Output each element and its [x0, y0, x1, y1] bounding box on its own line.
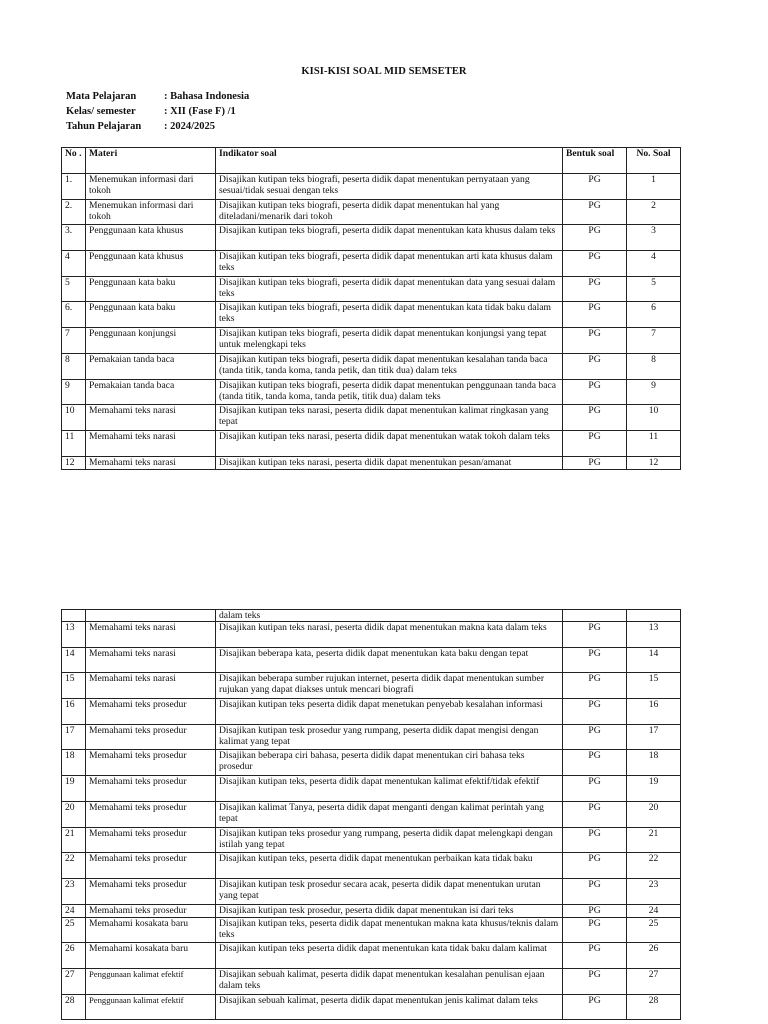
cell-no: 2.: [62, 199, 86, 225]
cell-bentuk: PG: [563, 430, 627, 456]
table-header-row: [62, 148, 681, 174]
table-row: [62, 994, 681, 1020]
cell-bentuk: PG: [563, 328, 627, 354]
cell-materi: Memahami teks prosedur: [86, 699, 216, 725]
cell-no: 12: [62, 456, 86, 469]
cell-no: 7: [62, 328, 86, 354]
header-nosoal: No. Soal: [627, 148, 681, 174]
cell-bentuk: PG: [563, 801, 627, 827]
header-indikator: Indikator soal: [216, 148, 563, 174]
cell-nosoal: 2: [627, 199, 681, 225]
cell-no: 19: [62, 776, 86, 802]
cell-no: 21: [62, 827, 86, 853]
meta-label: Kelas/ semester: [66, 106, 136, 117]
cell-nosoal: 19: [627, 776, 681, 802]
cell-no: 18: [62, 750, 86, 776]
cell-no: 13: [62, 622, 86, 648]
grid-table-page2: [61, 609, 681, 1020]
cell-indikator: Disajikan kutipan tesk prosedur secara acak, peserta didik dapat menentukan urutan yang tepat: [216, 878, 563, 904]
cell-bentuk: [563, 610, 627, 622]
table-row: [62, 302, 681, 328]
cell-indikator: Disajikan kalimat Tanya, peserta didik dapat menganti dengan kalimat perintah yang tepat: [216, 801, 563, 827]
header-materi: Materi: [86, 148, 216, 174]
cell-materi: Penggunaan kata khusus: [86, 251, 216, 277]
cell-materi: Memahami kosakata baru: [86, 943, 216, 969]
cell-no: [62, 610, 86, 622]
cell-bentuk: PG: [563, 353, 627, 379]
cell-bentuk: PG: [563, 302, 627, 328]
cell-no: 15: [62, 673, 86, 699]
table-row: [62, 801, 681, 827]
table-row: [62, 251, 681, 277]
cell-nosoal: 26: [627, 943, 681, 969]
table-row: [62, 405, 681, 431]
cell-no: 26: [62, 943, 86, 969]
cell-indikator: Disajikan kutipan teks biografi, peserta didik dapat menentukan kata khusus dalam teks: [216, 225, 563, 251]
cell-materi: Memahami teks prosedur: [86, 801, 216, 827]
cell-no: 24: [62, 904, 86, 917]
cell-materi: [86, 610, 216, 622]
header-bentuk: Bentuk soal: [563, 148, 627, 174]
cell-indikator: Disajikan kutipan teks biografi, peserta didik dapat menentukan penggunaan tanda baca (tanda titik, tanda koma, tanda petik, titik dua) dalam teks: [216, 379, 563, 405]
cell-indikator: Disajikan kutipan teks biografi, peserta didik dapat menentukan hal yang diteladani/menarik dari tokoh: [216, 199, 563, 225]
cell-bentuk: PG: [563, 174, 627, 200]
cell-nosoal: 10: [627, 405, 681, 431]
cell-no: 23: [62, 878, 86, 904]
cell-indikator: Disajikan kutipan tesk prosedur, peserta didik dapat menentukan isi dari teks: [216, 904, 563, 917]
cell-materi: Penggunaan kata baku: [86, 276, 216, 302]
grid-table-page1: [61, 147, 681, 470]
cell-nosoal: 21: [627, 827, 681, 853]
cell-indikator: Disajikan kutipan teks narasi, peserta didik dapat menentukan pesan/amanat: [216, 456, 563, 469]
cell-materi: Pemakaian tanda baca: [86, 379, 216, 405]
table-row: [62, 622, 681, 648]
cell-indikator: Disajikan beberapa kata, peserta didik dapat menentukan kata baku dengan tepat: [216, 647, 563, 673]
table-row: [62, 917, 681, 943]
cell-indikator: Disajikan kutipan teks narasi, peserta didik dapat menentukan kalimat ringkasan yang tepat: [216, 405, 563, 431]
cell-bentuk: PG: [563, 853, 627, 879]
cell-indikator: Disajikan kutipan teks biografi, peserta didik dapat menentukan pernyataan yang sesuai/tidak sesuai dengan teks: [216, 174, 563, 200]
table-row: [62, 225, 681, 251]
cell-materi: Memahami teks prosedur: [86, 776, 216, 802]
cell-nosoal: 12: [627, 456, 681, 469]
meta-label: Tahun Pelajaran: [66, 121, 142, 132]
cell-no: 25: [62, 917, 86, 943]
cell-materi: Penggunaan kalimat efektif: [86, 994, 216, 1020]
cell-bentuk: PG: [563, 776, 627, 802]
cell-bentuk: PG: [563, 917, 627, 943]
cell-bentuk: PG: [563, 968, 627, 994]
cell-materi: Memahami teks prosedur: [86, 904, 216, 917]
cell-materi: Memahami teks prosedur: [86, 878, 216, 904]
cell-indikator: Disajikan kutipan teks biografi, peserta didik dapat menentukan konjungsi yang tepat untuk melengkapi teks: [216, 328, 563, 354]
table-row: [62, 430, 681, 456]
cell-nosoal: 14: [627, 647, 681, 673]
cell-materi: Penggunaan kalimat efektif: [86, 968, 216, 994]
cell-materi: Menemukan informasi dari tokoh: [86, 174, 216, 200]
table-row: [62, 750, 681, 776]
cell-no: 10: [62, 405, 86, 431]
cell-nosoal: 9: [627, 379, 681, 405]
cell-bentuk: PG: [563, 699, 627, 725]
table-row: [62, 328, 681, 354]
cell-bentuk: PG: [563, 199, 627, 225]
header-no: No .: [62, 148, 86, 174]
table-row: [62, 379, 681, 405]
table-row: [62, 776, 681, 802]
cell-indikator: Disajikan kutipan teks prosedur yang rumpang, peserta didik dapat melengkapi dengan istilah yang tepat: [216, 827, 563, 853]
cell-no: 5: [62, 276, 86, 302]
cell-bentuk: PG: [563, 724, 627, 750]
cell-materi: Menemukan informasi dari tokoh: [86, 199, 216, 225]
cell-nosoal: 17: [627, 724, 681, 750]
cell-no: 28: [62, 994, 86, 1020]
meta-row-subject: [66, 89, 249, 104]
cell-materi: Memahami teks prosedur: [86, 853, 216, 879]
cell-no: 3.: [62, 225, 86, 251]
cell-no: 16: [62, 699, 86, 725]
cell-bentuk: PG: [563, 622, 627, 648]
cell-no: 20: [62, 801, 86, 827]
cell-indikator: Disajikan kutipan teks biografi, peserta didik dapat menentukan arti kata khusus dalam teks: [216, 251, 563, 277]
cell-indikator: Disajikan sebuah kalimat, peserta didik dapat menentukan kesalahan penulisan ejaan dalam teks: [216, 968, 563, 994]
cell-nosoal: 15: [627, 673, 681, 699]
cell-materi: Penggunaan kata baku: [86, 302, 216, 328]
cell-nosoal: 24: [627, 904, 681, 917]
meta-row-year: [66, 119, 249, 134]
cell-bentuk: PG: [563, 994, 627, 1020]
table-row: [62, 199, 681, 225]
cell-no: 4: [62, 251, 86, 277]
cell-nosoal: 4: [627, 251, 681, 277]
cell-bentuk: PG: [563, 827, 627, 853]
cell-materi: Memahami teks narasi: [86, 673, 216, 699]
cell-nosoal: 18: [627, 750, 681, 776]
table-row: [62, 353, 681, 379]
cell-no: 22: [62, 853, 86, 879]
cell-bentuk: PG: [563, 379, 627, 405]
meta-label: Mata Pelajaran: [66, 91, 137, 102]
document-meta: [66, 89, 249, 134]
meta-value: : Bahasa Indonesia: [164, 91, 250, 102]
table-row: [62, 647, 681, 673]
table-row: [62, 724, 681, 750]
table-row: [62, 853, 681, 879]
cell-no: 14: [62, 647, 86, 673]
cell-nosoal: 22: [627, 853, 681, 879]
cell-indikator: Disajikan kutipan teks biografi, peserta didik dapat menentukan kesalahan tanda baca (tanda titik, tanda koma, tanda petik, dan titik dua) dalam teks: [216, 353, 563, 379]
meta-row-class: [66, 104, 249, 119]
document-title: KISI-KISI SOAL MID SEMSETER: [301, 66, 467, 77]
cell-indikator: Disajikan sebuah kalimat, peserta didik dapat menentukan jenis kalimat dalam teks: [216, 994, 563, 1020]
cell-nosoal: 13: [627, 622, 681, 648]
cell-indikator: Disajikan kutipan teks, peserta didik dapat menentukan kalimat efektif/tidak efektif: [216, 776, 563, 802]
cell-bentuk: PG: [563, 904, 627, 917]
table-row: [62, 673, 681, 699]
cell-bentuk: PG: [563, 225, 627, 251]
table-row: [62, 968, 681, 994]
cell-nosoal: 1: [627, 174, 681, 200]
table-row: [62, 827, 681, 853]
cell-bentuk: PG: [563, 647, 627, 673]
cell-materi: Penggunaan konjungsi: [86, 328, 216, 354]
cell-bentuk: PG: [563, 673, 627, 699]
cell-nosoal: [627, 610, 681, 622]
table-row: [62, 904, 681, 917]
cell-materi: Memahami teks narasi: [86, 430, 216, 456]
continuation-row: [62, 610, 681, 622]
cell-bentuk: PG: [563, 878, 627, 904]
cell-indikator: Disajikan kutipan teks peserta didik dapat menetukan penyebab kesalahan informasi: [216, 699, 563, 725]
cell-no: 9: [62, 379, 86, 405]
cell-bentuk: PG: [563, 251, 627, 277]
cell-nosoal: 23: [627, 878, 681, 904]
table-row: [62, 943, 681, 969]
cell-indikator: Disajikan kutipan tesk prosedur yang rumpang, peserta didik dapat mengisi dengan kalimat yang tepat: [216, 724, 563, 750]
cell-nosoal: 6: [627, 302, 681, 328]
cell-bentuk: PG: [563, 456, 627, 469]
table-row: [62, 699, 681, 725]
cell-no: 8: [62, 353, 86, 379]
cell-nosoal: 27: [627, 968, 681, 994]
cell-materi: Memahami teks narasi: [86, 405, 216, 431]
cell-indikator: Disajikan kutipan teks narasi, peserta didik dapat menentukan makna kata dalam teks: [216, 622, 563, 648]
cell-materi: Pemakaian tanda baca: [86, 353, 216, 379]
cell-materi: Penggunaan kata khusus: [86, 225, 216, 251]
cell-nosoal: 7: [627, 328, 681, 354]
cell-bentuk: PG: [563, 750, 627, 776]
cell-nosoal: 5: [627, 276, 681, 302]
cell-no: 1.: [62, 174, 86, 200]
cell-materi: Memahami kosakata baru: [86, 917, 216, 943]
meta-value: : 2024/2025: [164, 121, 216, 132]
cell-bentuk: PG: [563, 405, 627, 431]
cell-indikator: Disajikan kutipan teks biografi, peserta didik dapat menentukan kata tidak baku dalam teks: [216, 302, 563, 328]
cell-materi: Memahami teks prosedur: [86, 750, 216, 776]
cell-indikator: dalam teks: [216, 610, 563, 622]
cell-nosoal: 16: [627, 699, 681, 725]
cell-indikator: Disajikan beberapa ciri bahasa, peserta didik dapat menentukan ciri bahasa teks prosedur: [216, 750, 563, 776]
cell-nosoal: 25: [627, 917, 681, 943]
cell-no: 27: [62, 968, 86, 994]
cell-indikator: Disajikan kutipan teks biografi, peserta didik dapat menentukan data yang sesuai dalam teks: [216, 276, 563, 302]
table-row: [62, 174, 681, 200]
cell-nosoal: 3: [627, 225, 681, 251]
cell-indikator: Disajikan kutipan teks narasi, peserta didik dapat menentukan watak tokoh dalam teks: [216, 430, 563, 456]
cell-nosoal: 28: [627, 994, 681, 1020]
cell-no: 17: [62, 724, 86, 750]
cell-materi: Memahami teks prosedur: [86, 827, 216, 853]
cell-nosoal: 20: [627, 801, 681, 827]
cell-bentuk: PG: [563, 276, 627, 302]
table-row: [62, 276, 681, 302]
table-row: [62, 456, 681, 469]
cell-indikator: Disajikan kutipan teks, peserta didik dapat menentukan makna kata khusus/teknis dalam teks: [216, 917, 563, 943]
cell-no: 11: [62, 430, 86, 456]
cell-materi: Memahami teks narasi: [86, 622, 216, 648]
cell-indikator: Disajikan kutipan teks peserta didik dapat menentukan kata tidak baku dalam kalimat: [216, 943, 563, 969]
cell-no: 6.: [62, 302, 86, 328]
cell-indikator: Disajikan kutipan teks, peserta didik dapat menentukan perbaikan kata tidak baku: [216, 853, 563, 879]
cell-nosoal: 8: [627, 353, 681, 379]
meta-value: : XII (Fase F) /1: [164, 106, 236, 117]
table-row: [62, 878, 681, 904]
cell-materi: Memahami teks prosedur: [86, 724, 216, 750]
cell-materi: Memahami teks narasi: [86, 456, 216, 469]
cell-bentuk: PG: [563, 943, 627, 969]
cell-indikator: Disajikan beberapa sumber rujukan internet, peserta didik dapat menentukan sumber rujukan yang dapat diakses untuk mencari biografi: [216, 673, 563, 699]
cell-nosoal: 11: [627, 430, 681, 456]
cell-materi: Memahami teks narasi: [86, 647, 216, 673]
